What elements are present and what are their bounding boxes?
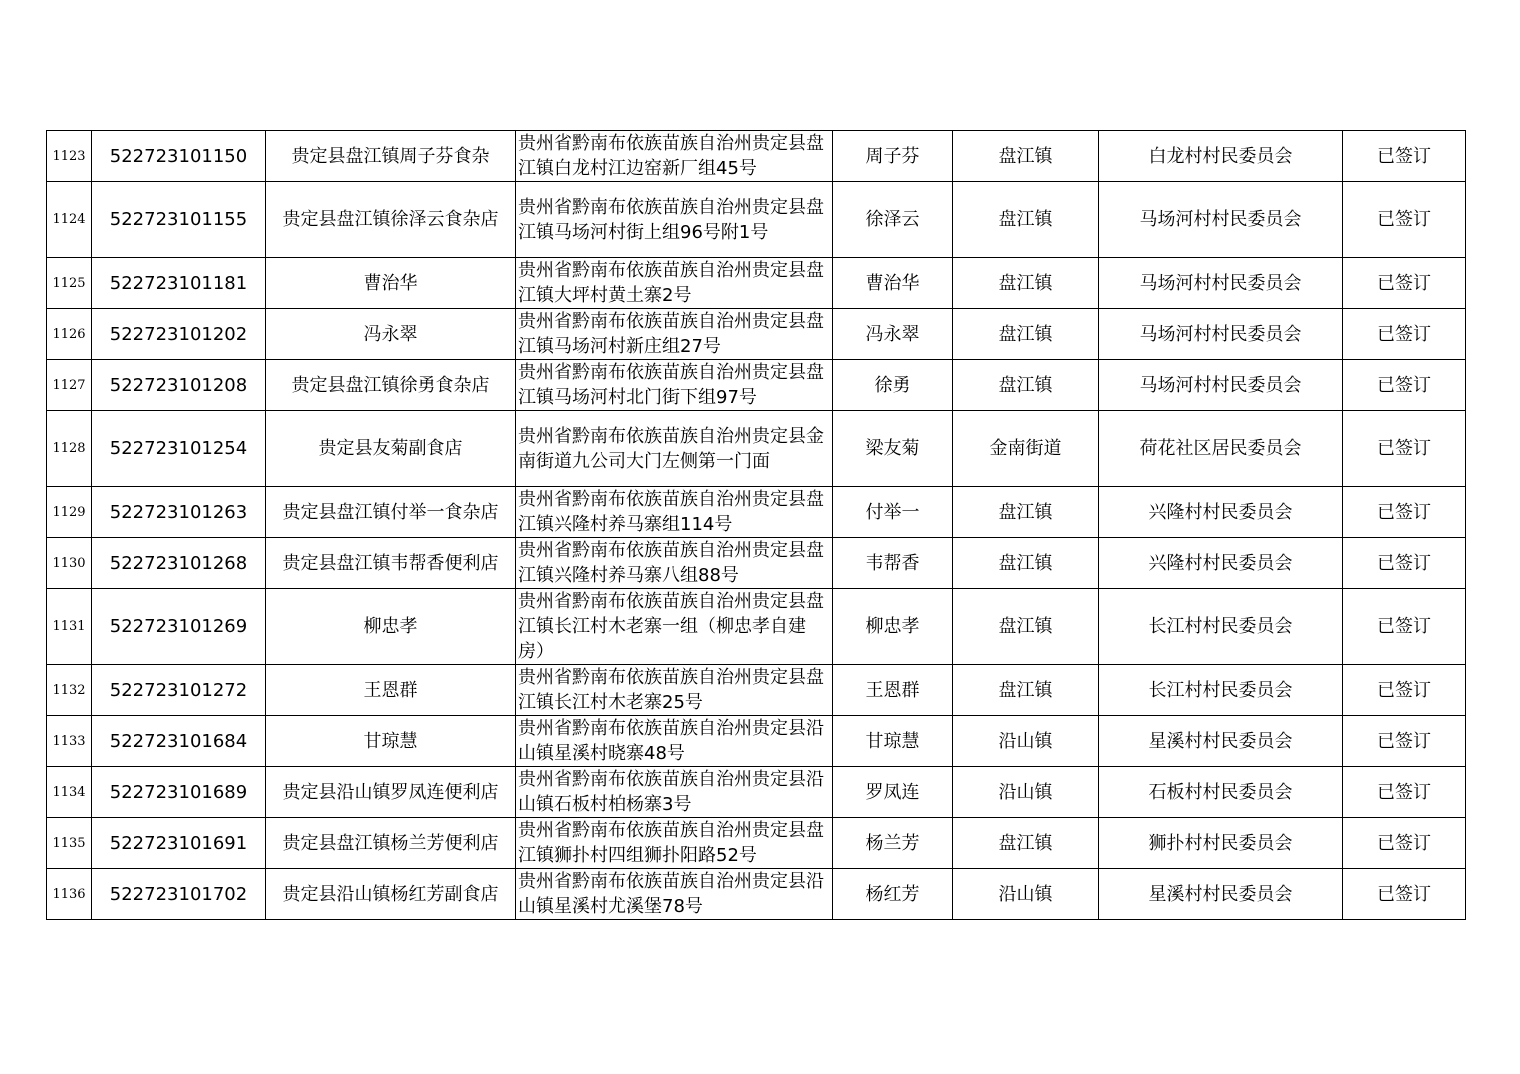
town-cell: 盘江镇 bbox=[953, 487, 1099, 538]
store-name-cell: 贵定县盘江镇徐泽云食杂店 bbox=[266, 182, 516, 258]
table-row bbox=[47, 487, 1466, 538]
store-name-cell: 贵定县盘江镇付举一食杂店 bbox=[266, 487, 516, 538]
seq-cell: 1135 bbox=[47, 818, 92, 869]
owner-cell: 冯永翠 bbox=[833, 309, 953, 360]
address-cell: 贵州省黔南布依族苗族自治州贵定县盘江镇兴隆村养马寨八组88号 bbox=[516, 538, 833, 589]
license-cell: 522723101202 bbox=[92, 309, 266, 360]
seq-cell: 1129 bbox=[47, 487, 92, 538]
committee-cell: 兴隆村村民委员会 bbox=[1099, 487, 1343, 538]
owner-cell: 梁友菊 bbox=[833, 411, 953, 487]
store-name-cell: 贵定县盘江镇周子芬食杂 bbox=[266, 131, 516, 182]
town-cell: 盘江镇 bbox=[953, 258, 1099, 309]
license-cell: 522723101263 bbox=[92, 487, 266, 538]
owner-cell: 王恩群 bbox=[833, 665, 953, 716]
address-cell: 贵州省黔南布依族苗族自治州贵定县盘江镇马场河村街上组96号附1号 bbox=[516, 182, 833, 258]
owner-cell: 韦帮香 bbox=[833, 538, 953, 589]
seq-cell: 1134 bbox=[47, 767, 92, 818]
address-cell: 贵州省黔南布依族苗族自治州贵定县盘江镇长江村木老寨一组（柳忠孝自建房） bbox=[516, 589, 833, 665]
address-cell: 贵州省黔南布依族苗族自治州贵定县盘江镇马场河村新庄组27号 bbox=[516, 309, 833, 360]
town-cell: 盘江镇 bbox=[953, 309, 1099, 360]
store-name-cell: 甘琼慧 bbox=[266, 716, 516, 767]
store-name-cell: 曹治华 bbox=[266, 258, 516, 309]
owner-cell: 罗凤连 bbox=[833, 767, 953, 818]
town-cell: 盘江镇 bbox=[953, 182, 1099, 258]
status-cell: 已签订 bbox=[1343, 869, 1466, 920]
table-row bbox=[47, 538, 1466, 589]
table-row bbox=[47, 309, 1466, 360]
town-cell: 沿山镇 bbox=[953, 767, 1099, 818]
town-cell: 盘江镇 bbox=[953, 360, 1099, 411]
committee-cell: 星溪村村民委员会 bbox=[1099, 869, 1343, 920]
status-cell: 已签订 bbox=[1343, 767, 1466, 818]
address-cell: 贵州省黔南布依族苗族自治州贵定县沿山镇星溪村尤溪堡78号 bbox=[516, 869, 833, 920]
status-cell: 已签订 bbox=[1343, 131, 1466, 182]
license-cell: 522723101684 bbox=[92, 716, 266, 767]
table-row bbox=[47, 131, 1466, 182]
town-cell: 盘江镇 bbox=[953, 538, 1099, 589]
town-cell: 金南街道 bbox=[953, 411, 1099, 487]
license-cell: 522723101254 bbox=[92, 411, 266, 487]
owner-cell: 杨兰芳 bbox=[833, 818, 953, 869]
license-cell: 522723101702 bbox=[92, 869, 266, 920]
committee-cell: 马场河村村民委员会 bbox=[1099, 182, 1343, 258]
status-cell: 已签订 bbox=[1343, 411, 1466, 487]
store-name-cell: 冯永翠 bbox=[266, 309, 516, 360]
table-row bbox=[47, 818, 1466, 869]
town-cell: 盘江镇 bbox=[953, 818, 1099, 869]
seq-cell: 1127 bbox=[47, 360, 92, 411]
seq-cell: 1130 bbox=[47, 538, 92, 589]
town-cell: 盘江镇 bbox=[953, 589, 1099, 665]
table-row bbox=[47, 869, 1466, 920]
owner-cell: 柳忠孝 bbox=[833, 589, 953, 665]
table-row bbox=[47, 182, 1466, 258]
seq-cell: 1125 bbox=[47, 258, 92, 309]
status-cell: 已签订 bbox=[1343, 589, 1466, 665]
owner-cell: 徐勇 bbox=[833, 360, 953, 411]
status-cell: 已签订 bbox=[1343, 182, 1466, 258]
status-cell: 已签订 bbox=[1343, 309, 1466, 360]
committee-cell: 石板村村民委员会 bbox=[1099, 767, 1343, 818]
committee-cell: 长江村村民委员会 bbox=[1099, 589, 1343, 665]
table-row bbox=[47, 665, 1466, 716]
store-name-cell: 贵定县友菊副食店 bbox=[266, 411, 516, 487]
status-cell: 已签订 bbox=[1343, 665, 1466, 716]
town-cell: 盘江镇 bbox=[953, 665, 1099, 716]
owner-cell: 付举一 bbox=[833, 487, 953, 538]
license-cell: 522723101689 bbox=[92, 767, 266, 818]
store-name-cell: 贵定县沿山镇杨红芳副食店 bbox=[266, 869, 516, 920]
committee-cell: 荷花社区居民委员会 bbox=[1099, 411, 1343, 487]
committee-cell: 马场河村村民委员会 bbox=[1099, 309, 1343, 360]
owner-cell: 周子芬 bbox=[833, 131, 953, 182]
store-name-cell: 贵定县盘江镇杨兰芳便利店 bbox=[266, 818, 516, 869]
license-cell: 522723101155 bbox=[92, 182, 266, 258]
committee-cell: 马场河村村民委员会 bbox=[1099, 360, 1343, 411]
seq-cell: 1132 bbox=[47, 665, 92, 716]
committee-cell: 白龙村村民委员会 bbox=[1099, 131, 1343, 182]
owner-cell: 甘琼慧 bbox=[833, 716, 953, 767]
committee-cell: 马场河村村民委员会 bbox=[1099, 258, 1343, 309]
status-cell: 已签订 bbox=[1343, 360, 1466, 411]
town-cell: 沿山镇 bbox=[953, 716, 1099, 767]
store-name-cell: 贵定县沿山镇罗凤连便利店 bbox=[266, 767, 516, 818]
address-cell: 贵州省黔南布依族苗族自治州贵定县沿山镇星溪村晓寨48号 bbox=[516, 716, 833, 767]
town-cell: 盘江镇 bbox=[953, 131, 1099, 182]
license-cell: 522723101150 bbox=[92, 131, 266, 182]
owner-cell: 杨红芳 bbox=[833, 869, 953, 920]
license-cell: 522723101272 bbox=[92, 665, 266, 716]
store-name-cell: 王恩群 bbox=[266, 665, 516, 716]
license-cell: 522723101269 bbox=[92, 589, 266, 665]
status-cell: 已签订 bbox=[1343, 258, 1466, 309]
seq-cell: 1131 bbox=[47, 589, 92, 665]
status-cell: 已签订 bbox=[1343, 716, 1466, 767]
table-row bbox=[47, 411, 1466, 487]
committee-cell: 星溪村村民委员会 bbox=[1099, 716, 1343, 767]
license-cell: 522723101208 bbox=[92, 360, 266, 411]
seq-cell: 1126 bbox=[47, 309, 92, 360]
address-cell: 贵州省黔南布依族苗族自治州贵定县盘江镇白龙村江边窑新厂组45号 bbox=[516, 131, 833, 182]
status-cell: 已签订 bbox=[1343, 818, 1466, 869]
seq-cell: 1133 bbox=[47, 716, 92, 767]
store-name-cell: 贵定县盘江镇徐勇食杂店 bbox=[266, 360, 516, 411]
table-row bbox=[47, 258, 1466, 309]
address-cell: 贵州省黔南布依族苗族自治州贵定县沿山镇石板村柏杨寨3号 bbox=[516, 767, 833, 818]
table-row bbox=[47, 716, 1466, 767]
table-row bbox=[47, 589, 1466, 665]
store-name-cell: 柳忠孝 bbox=[266, 589, 516, 665]
records-table bbox=[46, 130, 1466, 920]
address-cell: 贵州省黔南布依族苗族自治州贵定县盘江镇马场河村北门街下组97号 bbox=[516, 360, 833, 411]
status-cell: 已签订 bbox=[1343, 487, 1466, 538]
committee-cell: 兴隆村村民委员会 bbox=[1099, 538, 1343, 589]
seq-cell: 1128 bbox=[47, 411, 92, 487]
address-cell: 贵州省黔南布依族苗族自治州贵定县盘江镇狮扑村四组狮扑阳路52号 bbox=[516, 818, 833, 869]
seq-cell: 1123 bbox=[47, 131, 92, 182]
address-cell: 贵州省黔南布依族苗族自治州贵定县金南街道九公司大门左侧第一门面 bbox=[516, 411, 833, 487]
address-cell: 贵州省黔南布依族苗族自治州贵定县盘江镇兴隆村养马寨组114号 bbox=[516, 487, 833, 538]
table-row bbox=[47, 767, 1466, 818]
town-cell: 沿山镇 bbox=[953, 869, 1099, 920]
address-cell: 贵州省黔南布依族苗族自治州贵定县盘江镇大坪村黄土寨2号 bbox=[516, 258, 833, 309]
committee-cell: 狮扑村村民委员会 bbox=[1099, 818, 1343, 869]
seq-cell: 1124 bbox=[47, 182, 92, 258]
committee-cell: 长江村村民委员会 bbox=[1099, 665, 1343, 716]
license-cell: 522723101691 bbox=[92, 818, 266, 869]
store-name-cell: 贵定县盘江镇韦帮香便利店 bbox=[266, 538, 516, 589]
seq-cell: 1136 bbox=[47, 869, 92, 920]
owner-cell: 曹治华 bbox=[833, 258, 953, 309]
status-cell: 已签订 bbox=[1343, 538, 1466, 589]
address-cell: 贵州省黔南布依族苗族自治州贵定县盘江镇长江村木老寨25号 bbox=[516, 665, 833, 716]
license-cell: 522723101181 bbox=[92, 258, 266, 309]
table-row bbox=[47, 360, 1466, 411]
license-cell: 522723101268 bbox=[92, 538, 266, 589]
owner-cell: 徐泽云 bbox=[833, 182, 953, 258]
